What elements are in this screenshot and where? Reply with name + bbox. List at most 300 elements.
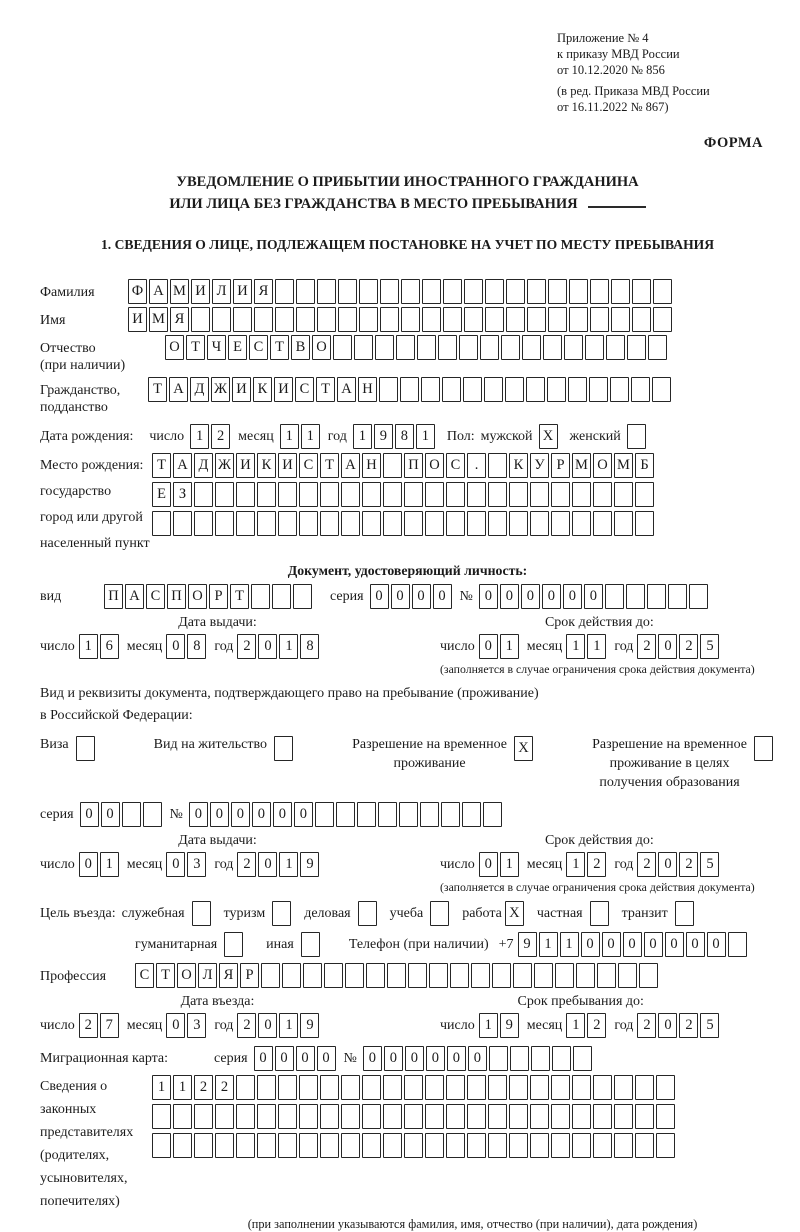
char-cell[interactable]: [341, 1075, 360, 1100]
char-cell[interactable]: 0: [405, 1046, 424, 1071]
char-cell[interactable]: [568, 377, 587, 402]
char-cell[interactable]: [173, 511, 192, 536]
char-cell[interactable]: В: [291, 335, 310, 360]
char-cell[interactable]: 0: [384, 1046, 403, 1071]
char-cell[interactable]: О: [177, 963, 196, 988]
char-cell[interactable]: 6: [100, 634, 119, 659]
char-cell[interactable]: З: [173, 482, 192, 507]
char-cell[interactable]: [509, 1133, 528, 1158]
char-cell[interactable]: [548, 307, 567, 332]
char-cell[interactable]: М: [572, 453, 591, 478]
char-cell[interactable]: [341, 1133, 360, 1158]
char-cell[interactable]: [212, 307, 231, 332]
char-cell[interactable]: [593, 511, 612, 536]
char-cell[interactable]: 0: [363, 1046, 382, 1071]
char-cell[interactable]: [400, 377, 419, 402]
char-cell[interactable]: [614, 1133, 633, 1158]
char-cell[interactable]: [404, 1075, 423, 1100]
char-cell[interactable]: 0: [231, 802, 250, 827]
char-cell[interactable]: 1: [566, 634, 585, 659]
char-cell[interactable]: [485, 307, 504, 332]
char-cell[interactable]: [257, 511, 276, 536]
char-cell[interactable]: [387, 963, 406, 988]
char-cell[interactable]: 0: [210, 802, 229, 827]
char-cell[interactable]: [656, 1133, 675, 1158]
sex-female-checkbox[interactable]: [627, 424, 646, 449]
char-cell[interactable]: [446, 1133, 465, 1158]
char-cell[interactable]: [408, 963, 427, 988]
char-cell[interactable]: [317, 279, 336, 304]
char-cell[interactable]: [404, 1104, 423, 1129]
char-cell[interactable]: [380, 307, 399, 332]
char-cell[interactable]: [653, 279, 672, 304]
char-cell[interactable]: А: [169, 377, 188, 402]
char-cell[interactable]: Б: [635, 453, 654, 478]
char-cell[interactable]: [639, 963, 658, 988]
char-cell[interactable]: 1: [100, 852, 119, 877]
char-cell[interactable]: П: [404, 453, 423, 478]
char-cell[interactable]: [194, 1104, 213, 1129]
char-cell[interactable]: [194, 482, 213, 507]
char-cell[interactable]: 2: [237, 1013, 256, 1038]
purpose-other-checkbox[interactable]: [301, 932, 320, 957]
char-cell[interactable]: [404, 482, 423, 507]
char-cell[interactable]: О: [593, 453, 612, 478]
char-cell[interactable]: [257, 1075, 276, 1100]
char-cell[interactable]: [338, 307, 357, 332]
char-cell[interactable]: П: [167, 584, 186, 609]
char-cell[interactable]: [530, 1133, 549, 1158]
char-cell[interactable]: [254, 307, 273, 332]
char-cell[interactable]: [143, 802, 162, 827]
char-cell[interactable]: [422, 307, 441, 332]
char-cell[interactable]: Т: [186, 335, 205, 360]
char-cell[interactable]: [320, 482, 339, 507]
char-cell[interactable]: [317, 307, 336, 332]
char-cell[interactable]: [605, 584, 624, 609]
char-cell[interactable]: 0: [296, 1046, 315, 1071]
char-cell[interactable]: [648, 335, 667, 360]
char-cell[interactable]: Е: [228, 335, 247, 360]
char-cell[interactable]: [505, 377, 524, 402]
char-cell[interactable]: 0: [166, 852, 185, 877]
char-cell[interactable]: [296, 307, 315, 332]
char-cell[interactable]: [438, 335, 457, 360]
char-cell[interactable]: [383, 453, 402, 478]
char-cell[interactable]: [467, 482, 486, 507]
char-cell[interactable]: 0: [370, 584, 389, 609]
char-cell[interactable]: 0: [258, 1013, 277, 1038]
char-cell[interactable]: [552, 1046, 571, 1071]
char-cell[interactable]: [530, 1075, 549, 1100]
char-cell[interactable]: [626, 584, 645, 609]
char-cell[interactable]: [572, 1104, 591, 1129]
char-cell[interactable]: [446, 1104, 465, 1129]
char-cell[interactable]: 0: [391, 584, 410, 609]
char-cell[interactable]: [647, 584, 666, 609]
char-cell[interactable]: 1: [190, 424, 209, 449]
char-cell[interactable]: 3: [187, 852, 206, 877]
char-cell[interactable]: 1: [566, 852, 585, 877]
char-cell[interactable]: [341, 482, 360, 507]
char-cell[interactable]: 0: [468, 1046, 487, 1071]
char-cell[interactable]: 1: [301, 424, 320, 449]
char-cell[interactable]: 0: [101, 802, 120, 827]
char-cell[interactable]: [152, 1104, 171, 1129]
char-cell[interactable]: А: [149, 279, 168, 304]
char-cell[interactable]: 1: [587, 634, 606, 659]
char-cell[interactable]: [463, 377, 482, 402]
char-cell[interactable]: 3: [187, 1013, 206, 1038]
char-cell[interactable]: [362, 511, 381, 536]
char-cell[interactable]: [728, 932, 747, 957]
char-cell[interactable]: С: [446, 453, 465, 478]
char-cell[interactable]: [357, 802, 376, 827]
char-cell[interactable]: [299, 482, 318, 507]
char-cell[interactable]: [551, 1104, 570, 1129]
char-cell[interactable]: 0: [602, 932, 621, 957]
char-cell[interactable]: 0: [479, 634, 498, 659]
char-cell[interactable]: 2: [637, 634, 656, 659]
char-cell[interactable]: [510, 1046, 529, 1071]
char-cell[interactable]: [618, 963, 637, 988]
purpose-study-checkbox[interactable]: [430, 901, 449, 926]
char-cell[interactable]: [464, 279, 483, 304]
char-cell[interactable]: [257, 1104, 276, 1129]
char-cell[interactable]: Я: [254, 279, 273, 304]
char-cell[interactable]: [501, 335, 520, 360]
char-cell[interactable]: [450, 963, 469, 988]
char-cell[interactable]: [443, 307, 462, 332]
char-cell[interactable]: [320, 511, 339, 536]
char-cell[interactable]: [299, 1133, 318, 1158]
char-cell[interactable]: [336, 802, 355, 827]
char-cell[interactable]: [506, 279, 525, 304]
char-cell[interactable]: [593, 1075, 612, 1100]
char-cell[interactable]: [632, 279, 651, 304]
char-cell[interactable]: [278, 1075, 297, 1100]
char-cell[interactable]: [509, 1075, 528, 1100]
char-cell[interactable]: [635, 511, 654, 536]
char-cell[interactable]: 0: [479, 584, 498, 609]
char-cell[interactable]: 0: [581, 932, 600, 957]
char-cell[interactable]: [635, 1104, 654, 1129]
char-cell[interactable]: Ж: [215, 453, 234, 478]
char-cell[interactable]: [278, 1104, 297, 1129]
char-cell[interactable]: [488, 1104, 507, 1129]
char-cell[interactable]: [261, 963, 280, 988]
char-cell[interactable]: [341, 511, 360, 536]
char-cell[interactable]: [341, 1104, 360, 1129]
char-cell[interactable]: [509, 482, 528, 507]
char-cell[interactable]: [531, 1046, 550, 1071]
char-cell[interactable]: 0: [254, 1046, 273, 1071]
char-cell[interactable]: [251, 584, 270, 609]
char-cell[interactable]: С: [135, 963, 154, 988]
char-cell[interactable]: 9: [300, 852, 319, 877]
char-cell[interactable]: [236, 1133, 255, 1158]
char-cell[interactable]: [383, 482, 402, 507]
sex-male-checkbox[interactable]: X: [539, 424, 558, 449]
char-cell[interactable]: [489, 1046, 508, 1071]
char-cell[interactable]: [631, 377, 650, 402]
char-cell[interactable]: [593, 482, 612, 507]
char-cell[interactable]: [215, 511, 234, 536]
char-cell[interactable]: [362, 1133, 381, 1158]
char-cell[interactable]: И: [191, 279, 210, 304]
char-cell[interactable]: [404, 511, 423, 536]
char-cell[interactable]: 0: [623, 932, 642, 957]
char-cell[interactable]: [467, 1133, 486, 1158]
char-cell[interactable]: [611, 307, 630, 332]
char-cell[interactable]: 1: [173, 1075, 192, 1100]
char-cell[interactable]: М: [149, 307, 168, 332]
char-cell[interactable]: [422, 279, 441, 304]
char-cell[interactable]: [572, 482, 591, 507]
char-cell[interactable]: [257, 1133, 276, 1158]
char-cell[interactable]: [611, 279, 630, 304]
char-cell[interactable]: [420, 802, 439, 827]
char-cell[interactable]: А: [337, 377, 356, 402]
char-cell[interactable]: [569, 279, 588, 304]
char-cell[interactable]: [572, 1075, 591, 1100]
char-cell[interactable]: [293, 584, 312, 609]
char-cell[interactable]: И: [128, 307, 147, 332]
char-cell[interactable]: И: [236, 453, 255, 478]
char-cell[interactable]: Л: [212, 279, 231, 304]
char-cell[interactable]: 1: [500, 634, 519, 659]
char-cell[interactable]: [383, 511, 402, 536]
char-cell[interactable]: 0: [563, 584, 582, 609]
char-cell[interactable]: 2: [679, 1013, 698, 1038]
char-cell[interactable]: [320, 1104, 339, 1129]
char-cell[interactable]: М: [614, 453, 633, 478]
char-cell[interactable]: [614, 1104, 633, 1129]
char-cell[interactable]: [573, 1046, 592, 1071]
char-cell[interactable]: [467, 1075, 486, 1100]
char-cell[interactable]: 0: [658, 852, 677, 877]
char-cell[interactable]: 0: [433, 584, 452, 609]
char-cell[interactable]: 9: [518, 932, 537, 957]
purpose-tourism-checkbox[interactable]: [272, 901, 291, 926]
char-cell[interactable]: [296, 279, 315, 304]
char-cell[interactable]: 0: [80, 802, 99, 827]
char-cell[interactable]: 0: [447, 1046, 466, 1071]
option-temp-residence-checkbox[interactable]: X: [514, 736, 533, 761]
char-cell[interactable]: Т: [316, 377, 335, 402]
char-cell[interactable]: 1: [279, 634, 298, 659]
char-cell[interactable]: [425, 511, 444, 536]
char-cell[interactable]: [485, 279, 504, 304]
char-cell[interactable]: [446, 482, 465, 507]
char-cell[interactable]: [399, 802, 418, 827]
char-cell[interactable]: Д: [190, 377, 209, 402]
char-cell[interactable]: [236, 1104, 255, 1129]
char-cell[interactable]: 2: [587, 1013, 606, 1038]
char-cell[interactable]: 2: [237, 634, 256, 659]
char-cell[interactable]: К: [253, 377, 272, 402]
char-cell[interactable]: 5: [700, 852, 719, 877]
char-cell[interactable]: [551, 1133, 570, 1158]
char-cell[interactable]: [614, 482, 633, 507]
char-cell[interactable]: 0: [658, 634, 677, 659]
char-cell[interactable]: [509, 1104, 528, 1129]
char-cell[interactable]: Я: [170, 307, 189, 332]
char-cell[interactable]: [527, 307, 546, 332]
char-cell[interactable]: [484, 377, 503, 402]
char-cell[interactable]: [668, 584, 687, 609]
char-cell[interactable]: [597, 963, 616, 988]
char-cell[interactable]: К: [257, 453, 276, 478]
char-cell[interactable]: [278, 482, 297, 507]
char-cell[interactable]: [152, 1133, 171, 1158]
char-cell[interactable]: И: [278, 453, 297, 478]
char-cell[interactable]: Р: [240, 963, 259, 988]
char-cell[interactable]: С: [146, 584, 165, 609]
char-cell[interactable]: А: [125, 584, 144, 609]
char-cell[interactable]: [551, 482, 570, 507]
char-cell[interactable]: [526, 377, 545, 402]
char-cell[interactable]: [656, 1075, 675, 1100]
char-cell[interactable]: [522, 335, 541, 360]
char-cell[interactable]: Ф: [128, 279, 147, 304]
char-cell[interactable]: 1: [539, 932, 558, 957]
char-cell[interactable]: [275, 307, 294, 332]
char-cell[interactable]: [362, 482, 381, 507]
char-cell[interactable]: 1: [152, 1075, 171, 1100]
char-cell[interactable]: [320, 1075, 339, 1100]
char-cell[interactable]: [380, 279, 399, 304]
char-cell[interactable]: 8: [395, 424, 414, 449]
char-cell[interactable]: 0: [317, 1046, 336, 1071]
char-cell[interactable]: 0: [252, 802, 271, 827]
char-cell[interactable]: [396, 335, 415, 360]
char-cell[interactable]: [564, 335, 583, 360]
char-cell[interactable]: Д: [194, 453, 213, 478]
char-cell[interactable]: [324, 963, 343, 988]
char-cell[interactable]: [488, 482, 507, 507]
purpose-official-checkbox[interactable]: [192, 901, 211, 926]
char-cell[interactable]: [425, 1075, 444, 1100]
char-cell[interactable]: 0: [412, 584, 431, 609]
char-cell[interactable]: [459, 335, 478, 360]
char-cell[interactable]: [488, 511, 507, 536]
char-cell[interactable]: К: [509, 453, 528, 478]
char-cell[interactable]: 7: [100, 1013, 119, 1038]
char-cell[interactable]: 9: [300, 1013, 319, 1038]
char-cell[interactable]: 2: [637, 852, 656, 877]
char-cell[interactable]: 2: [679, 852, 698, 877]
char-cell[interactable]: [378, 802, 397, 827]
char-cell[interactable]: Ж: [211, 377, 230, 402]
char-cell[interactable]: [333, 335, 352, 360]
char-cell[interactable]: И: [232, 377, 251, 402]
char-cell[interactable]: 8: [300, 634, 319, 659]
char-cell[interactable]: [635, 482, 654, 507]
char-cell[interactable]: 0: [273, 802, 292, 827]
char-cell[interactable]: [236, 482, 255, 507]
char-cell[interactable]: [614, 1075, 633, 1100]
char-cell[interactable]: 0: [189, 802, 208, 827]
char-cell[interactable]: [282, 963, 301, 988]
char-cell[interactable]: [551, 511, 570, 536]
char-cell[interactable]: [610, 377, 629, 402]
char-cell[interactable]: [275, 279, 294, 304]
char-cell[interactable]: [173, 1104, 192, 1129]
char-cell[interactable]: У: [530, 453, 549, 478]
char-cell[interactable]: [215, 482, 234, 507]
char-cell[interactable]: Т: [152, 453, 171, 478]
char-cell[interactable]: [506, 307, 525, 332]
char-cell[interactable]: 0: [79, 852, 98, 877]
char-cell[interactable]: 1: [279, 852, 298, 877]
char-cell[interactable]: [593, 1133, 612, 1158]
char-cell[interactable]: [488, 1133, 507, 1158]
char-cell[interactable]: [441, 802, 460, 827]
char-cell[interactable]: [303, 963, 322, 988]
char-cell[interactable]: [442, 377, 461, 402]
char-cell[interactable]: 1: [416, 424, 435, 449]
char-cell[interactable]: [590, 279, 609, 304]
char-cell[interactable]: 0: [584, 584, 603, 609]
char-cell[interactable]: Н: [362, 453, 381, 478]
char-cell[interactable]: 0: [479, 852, 498, 877]
char-cell[interactable]: 0: [707, 932, 726, 957]
char-cell[interactable]: [191, 307, 210, 332]
char-cell[interactable]: [530, 482, 549, 507]
char-cell[interactable]: Я: [219, 963, 238, 988]
char-cell[interactable]: [548, 279, 567, 304]
char-cell[interactable]: [299, 1104, 318, 1129]
char-cell[interactable]: 8: [187, 634, 206, 659]
char-cell[interactable]: 0: [275, 1046, 294, 1071]
char-cell[interactable]: [590, 307, 609, 332]
char-cell[interactable]: 1: [79, 634, 98, 659]
char-cell[interactable]: [315, 802, 334, 827]
char-cell[interactable]: [272, 584, 291, 609]
char-cell[interactable]: [278, 511, 297, 536]
char-cell[interactable]: И: [274, 377, 293, 402]
char-cell[interactable]: 1: [566, 1013, 585, 1038]
char-cell[interactable]: 0: [686, 932, 705, 957]
char-cell[interactable]: [236, 511, 255, 536]
char-cell[interactable]: [366, 963, 385, 988]
char-cell[interactable]: [653, 307, 672, 332]
char-cell[interactable]: 0: [294, 802, 313, 827]
char-cell[interactable]: О: [312, 335, 331, 360]
char-cell[interactable]: О: [188, 584, 207, 609]
char-cell[interactable]: [471, 963, 490, 988]
char-cell[interactable]: [527, 279, 546, 304]
char-cell[interactable]: 1: [479, 1013, 498, 1038]
char-cell[interactable]: [555, 963, 574, 988]
char-cell[interactable]: И: [233, 279, 252, 304]
char-cell[interactable]: [421, 377, 440, 402]
char-cell[interactable]: Т: [320, 453, 339, 478]
char-cell[interactable]: 0: [521, 584, 540, 609]
char-cell[interactable]: Т: [230, 584, 249, 609]
purpose-transit-checkbox[interactable]: [675, 901, 694, 926]
char-cell[interactable]: [543, 335, 562, 360]
char-cell[interactable]: [488, 1075, 507, 1100]
char-cell[interactable]: [383, 1104, 402, 1129]
char-cell[interactable]: [359, 279, 378, 304]
char-cell[interactable]: [492, 963, 511, 988]
char-cell[interactable]: О: [165, 335, 184, 360]
char-cell[interactable]: [488, 453, 507, 478]
char-cell[interactable]: [173, 1133, 192, 1158]
char-cell[interactable]: Т: [156, 963, 175, 988]
